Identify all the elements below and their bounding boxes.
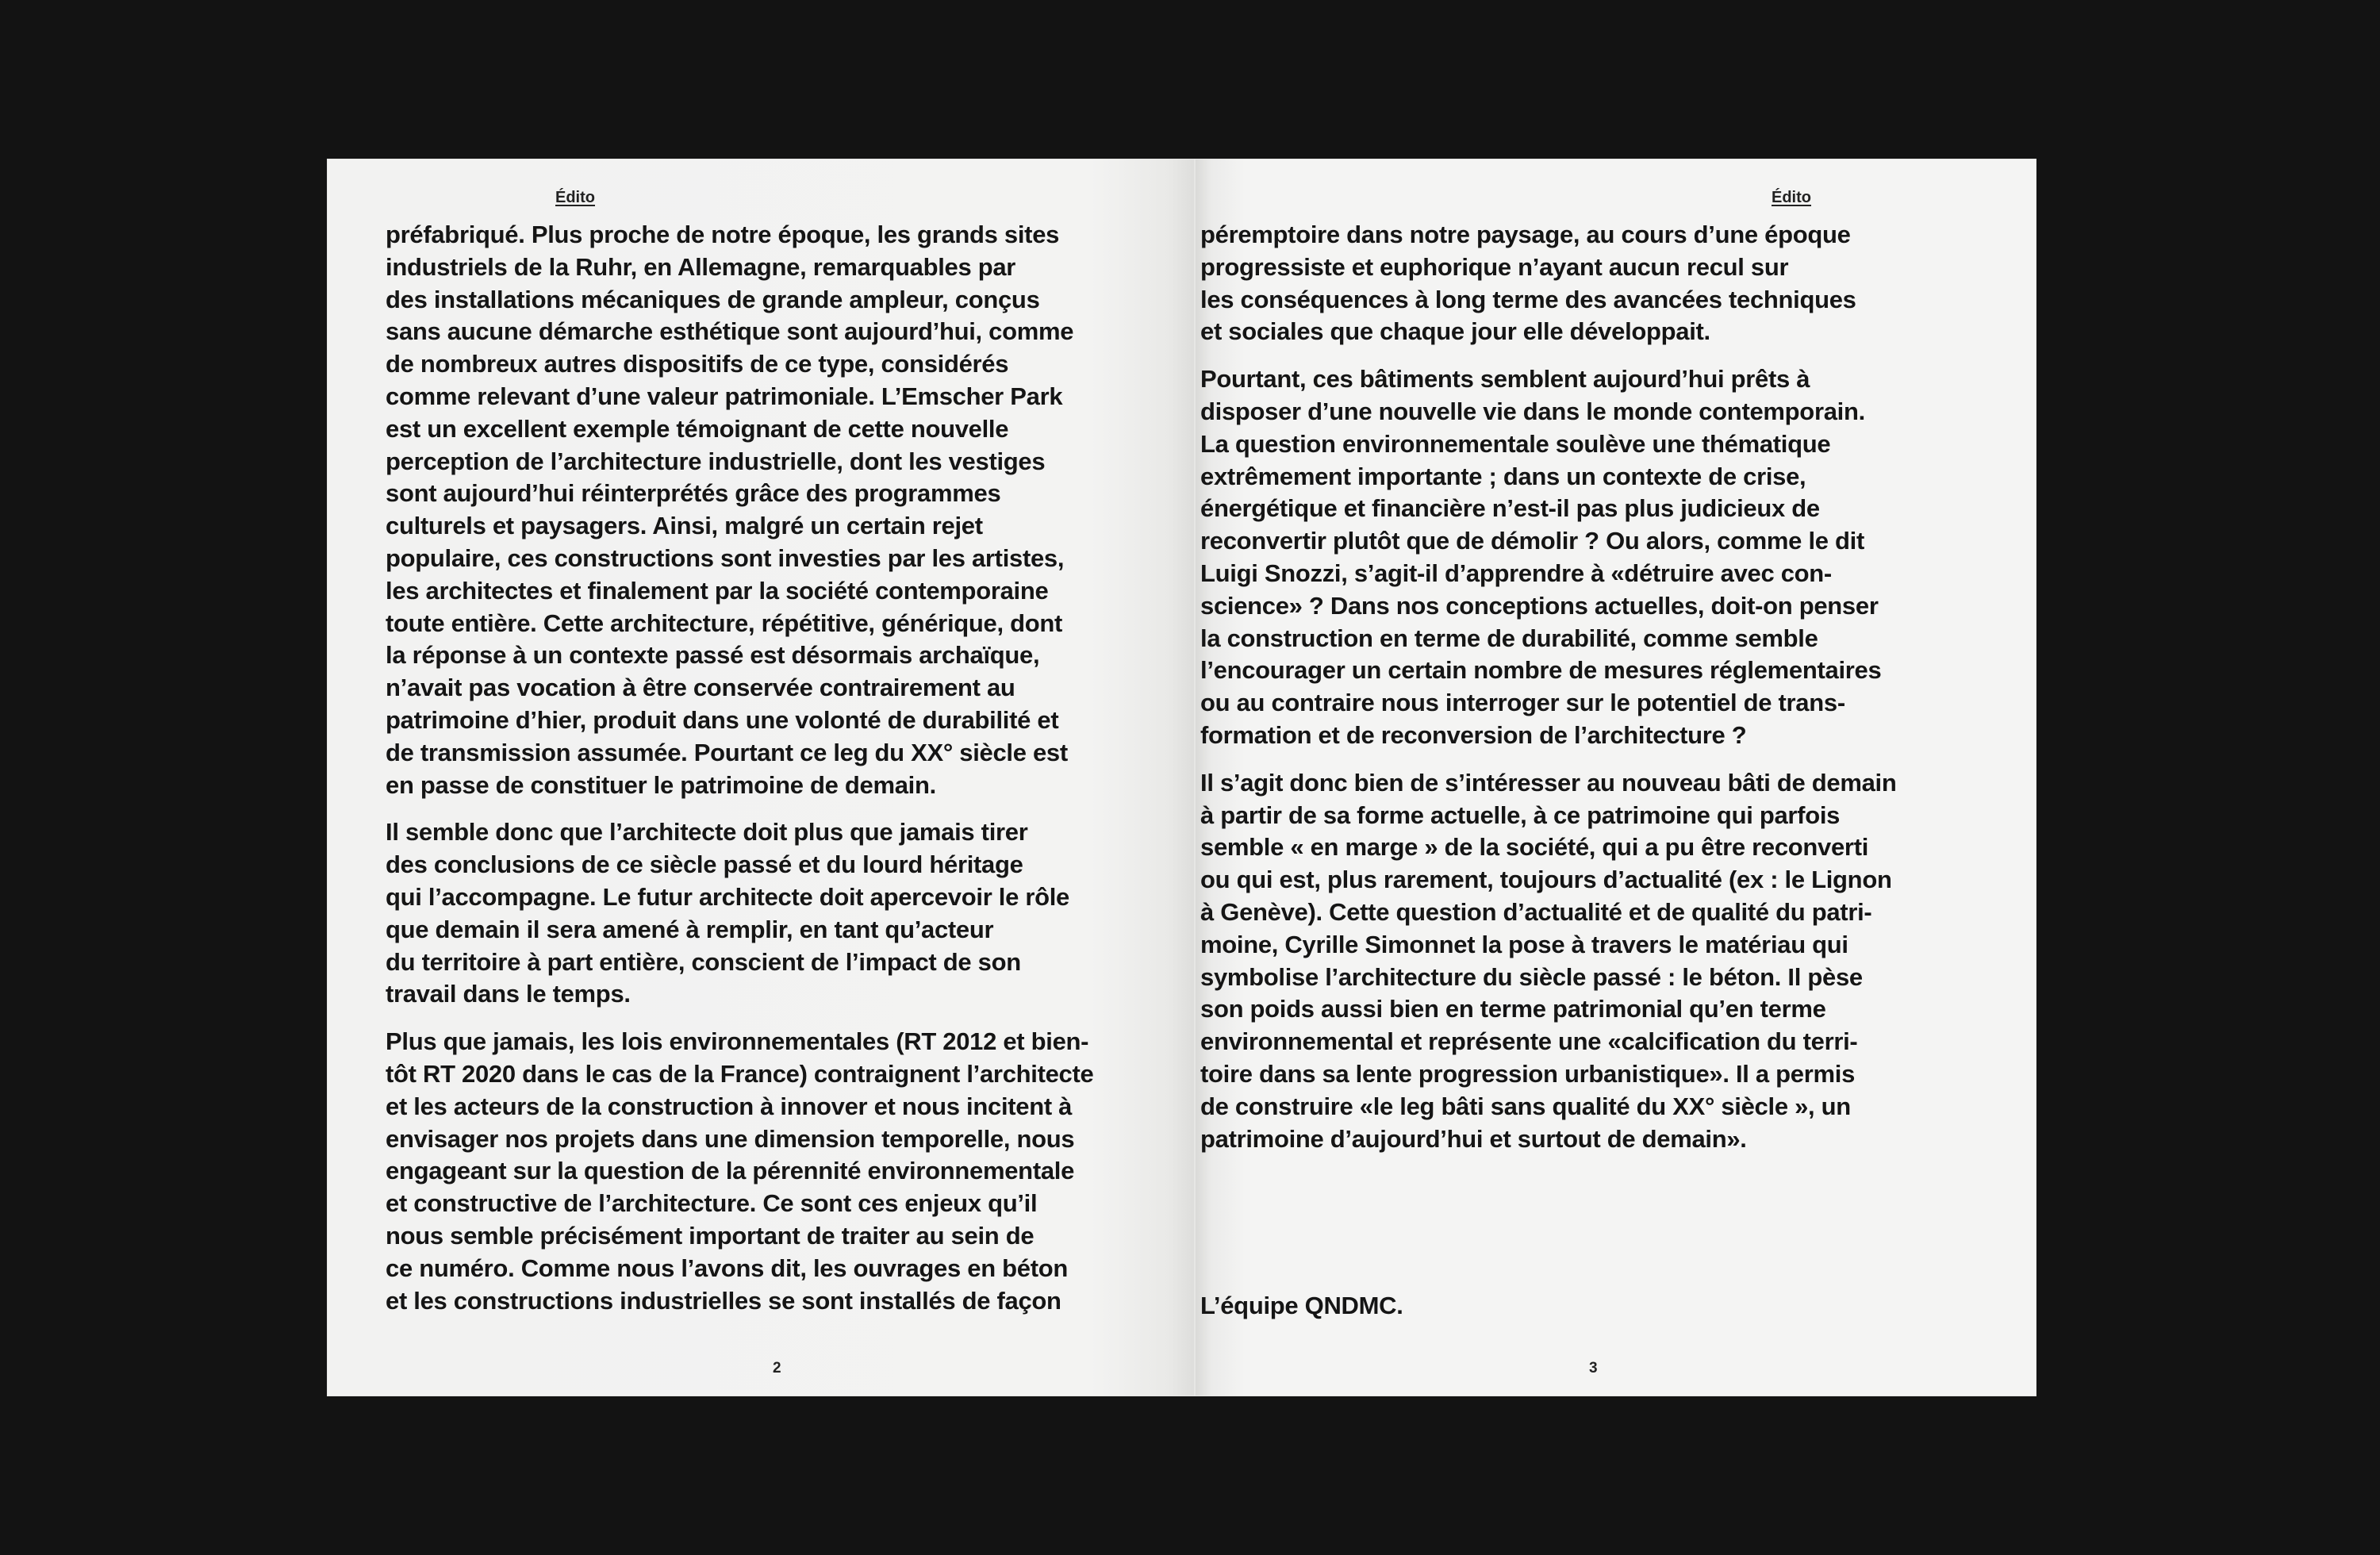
- text-line: toire dans sa lente progression urbanistique». Il a permis: [1200, 1059, 1856, 1088]
- signature: L’équipe QNDMC.: [1200, 1292, 1403, 1319]
- left-page: [327, 159, 1195, 1396]
- text-line: comme relevant d’une valeur patrimoniale. L’Emscher Park: [386, 382, 1063, 410]
- text-line: de construire «le leg bâti sans qualité du XX° siècle », un: [1200, 1092, 1851, 1120]
- text-line: moine, Cyrille Simonnet la pose à travers le matériau qui: [1200, 930, 1848, 958]
- text-line: progressiste et euphorique n’ayant aucun recul sur: [1200, 252, 1789, 281]
- text-line: symbolise l’architecture du siècle passé : le béton. Il pèse: [1200, 962, 1863, 991]
- text-line: son poids aussi bien en terme patrimonial qu’en terme: [1200, 995, 1826, 1023]
- paragraph: [1200, 767, 2017, 1156]
- running-head: Édito: [1772, 189, 1811, 206]
- text-line: Luigi Snozzi, s’agit-il d’apprendre à «détruire avec con-: [1200, 559, 1832, 587]
- page-number: 2: [773, 1360, 781, 1376]
- text-line: l’encourager un certain nombre de mesures réglementaires: [1200, 656, 1882, 685]
- text-line: toute entière. Cette architecture, répétitive, générique, dont: [386, 609, 1063, 637]
- text-line: extrêmement importante ; dans un contexte de crise,: [1200, 462, 1806, 490]
- text-line: Plus que jamais, les lois environnementales (RT 2012 et bien-: [386, 1027, 1089, 1056]
- text-line: patrimoine d’hier, produit dans une volonté de durabilité et: [386, 705, 1059, 734]
- paragraph: [386, 219, 1187, 801]
- body-text: [386, 219, 1187, 1332]
- paragraph: [386, 1026, 1187, 1317]
- text-line: Pourtant, ces bâtiments semblent aujourd’hui prêts à: [1200, 365, 1810, 394]
- text-line: en passe de constituer le patrimoine de demain.: [386, 770, 936, 799]
- text-line: n’avait pas vocation à être conservée contrairement au: [386, 674, 1015, 702]
- text-line: et les constructions industrielles se sont installés de façon: [386, 1286, 1061, 1315]
- text-line: science» ? Dans nos conceptions actuelles, doit-on penser: [1200, 591, 1879, 620]
- text-line: des conclusions de ce siècle passé et du lourd héritage: [386, 850, 1023, 879]
- text-line: ou qui est, plus rarement, toujours d’actualité (ex : le Lignon: [1200, 866, 1892, 894]
- text-line: la réponse à un contexte passé est désormais archaïque,: [386, 641, 1040, 670]
- text-line: envisager nos projets dans une dimension temporelle, nous: [386, 1124, 1075, 1153]
- text-line: énergétique et financière n’est-il pas plus judicieux de: [1200, 494, 1820, 523]
- text-line: les architectes et finalement par la société contemporaine: [386, 576, 1049, 605]
- right-page: [1195, 159, 2036, 1396]
- text-line: et constructive de l’architecture. Ce sont ces enjeux qu’il: [386, 1189, 1038, 1218]
- text-line: à partir de sa forme actuelle, à ce patrimoine qui parfois: [1200, 801, 1841, 829]
- text-line: culturels et paysagers. Ainsi, malgré un certain rejet: [386, 512, 983, 540]
- text-line: semble « en marge » de la société, qui a pu être reconverti: [1200, 833, 1869, 862]
- paragraph: [1200, 219, 2017, 348]
- text-line: que demain il sera amené à remplir, en tant qu’acteur: [386, 915, 994, 943]
- running-head: Édito: [555, 189, 595, 206]
- paragraph: [386, 816, 1187, 1011]
- text-line: de transmission assumée. Pourtant ce leg du XX° siècle est: [386, 738, 1068, 766]
- text-line: sont aujourd’hui réinterprétés grâce des programmes: [386, 479, 1001, 508]
- text-line: Il semble donc que l’architecte doit plus que jamais tirer: [386, 818, 1028, 847]
- text-line: perception de l’architecture industrielle, dont les vestiges: [386, 447, 1046, 475]
- text-line: industriels de la Ruhr, en Allemagne, remarquables par: [386, 252, 1016, 281]
- text-line: la construction en terme de durabilité, comme semble: [1200, 624, 1818, 652]
- text-line: ce numéro. Comme nous l’avons dit, les ouvrages en béton: [386, 1254, 1069, 1282]
- text-line: Il s’agit donc bien de s’intéresser au nouveau bâti de demain: [1200, 768, 1897, 797]
- text-line: est un excellent exemple témoignant de cette nouvelle: [386, 414, 1009, 443]
- text-line: environnemental et représente une «calcification du terri-: [1200, 1027, 1858, 1056]
- text-line: disposer d’une nouvelle vie dans le monde contemporain.: [1200, 397, 1865, 425]
- text-line: de nombreux autres dispositifs de ce type, considérés: [386, 350, 1009, 378]
- body-text: [1200, 219, 2017, 1170]
- text-line: les conséquences à long terme des avancées techniques: [1200, 285, 1856, 313]
- text-line: nous semble précisément important de traiter au sein de: [386, 1221, 1035, 1250]
- text-line: patrimoine d’aujourd’hui et surtout de demain».: [1200, 1124, 1747, 1153]
- text-line: populaire, ces constructions sont investies par les artistes,: [386, 543, 1065, 572]
- text-line: préfabriqué. Plus proche de notre époque, les grands sites: [386, 221, 1060, 248]
- text-line: tôt RT 2020 dans le cas de la France) contraignent l’architecte: [386, 1059, 1094, 1088]
- text-line: péremptoire dans notre paysage, au cours d’une époque: [1200, 221, 1851, 248]
- text-line: des installations mécaniques de grande ampleur, conçus: [386, 285, 1040, 313]
- text-line: engageant sur la question de la pérennité environnementale: [386, 1157, 1075, 1185]
- text-line: reconvertir plutôt que de démolir ? Ou alors, comme le dit: [1200, 527, 1864, 555]
- text-line: sans aucune démarche esthétique sont aujourd’hui, comme: [386, 317, 1074, 346]
- text-line: ou au contraire nous interroger sur le potentiel de trans-: [1200, 689, 1845, 717]
- text-line: à Genève). Cette question d’actualité et de qualité du patri-: [1200, 897, 1872, 926]
- paragraph: [1200, 363, 2017, 752]
- text-line: La question environnementale soulève une thématique: [1200, 429, 1831, 458]
- text-line: et sociales que chaque jour elle développait.: [1200, 317, 1710, 346]
- text-line: formation et de reconversion de l’architecture ?: [1200, 720, 1747, 749]
- text-line: qui l’accompagne. Le futur architecte doit apercevoir le rôle: [386, 882, 1069, 911]
- page-number: 3: [1589, 1360, 1598, 1376]
- text-line: du territoire à part entière, conscient de l’impact de son: [386, 947, 1021, 976]
- text-line: et les acteurs de la construction à innover et nous incitent à: [386, 1092, 1073, 1120]
- text-line: travail dans le temps.: [386, 980, 631, 1008]
